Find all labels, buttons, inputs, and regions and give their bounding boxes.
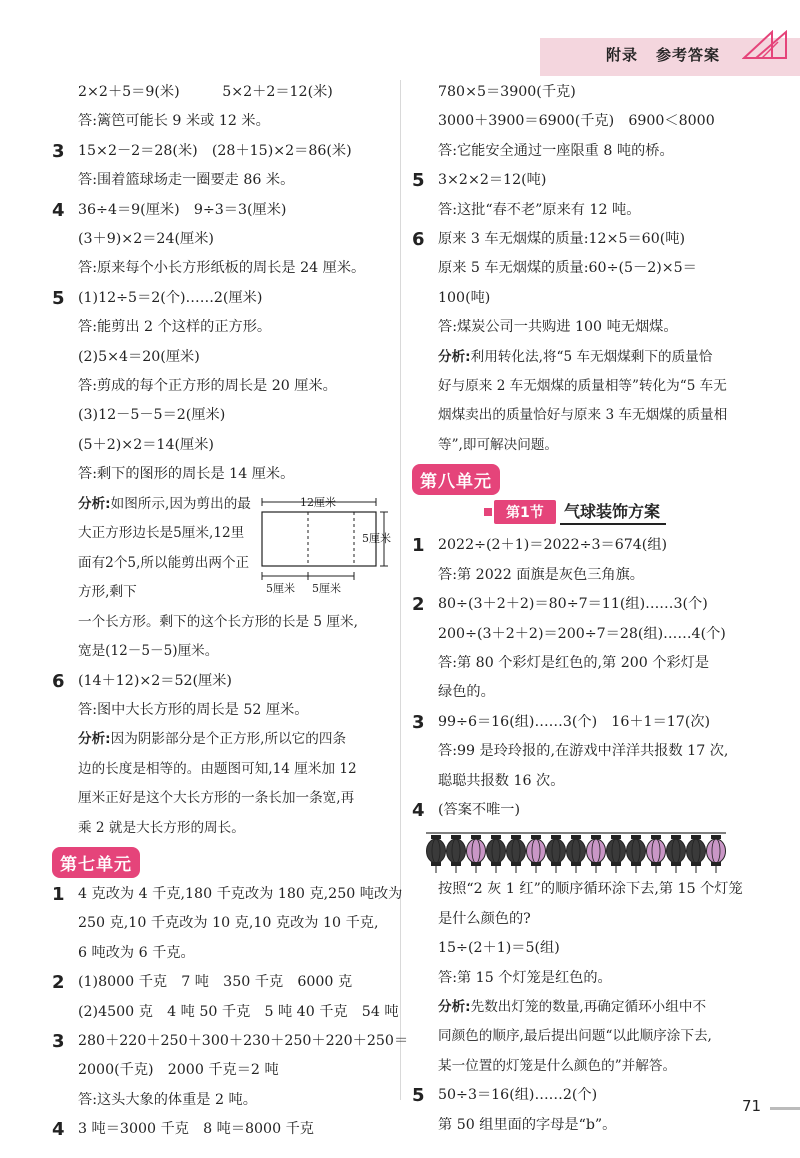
answer-text: 80÷(3＋2＋2)＝80÷7＝11(组)……3(个) [438,596,708,613]
section-tag: 第1节 [494,500,556,524]
answer-line [412,1081,752,1110]
answer-text: (1)8000 千克 7 吨 350 千克 6000 克 [78,974,353,991]
answer-line [412,225,752,254]
lantern-gray [607,835,626,873]
answer-text: 答:剩下的图形的周长是 14 厘米。 [78,466,295,483]
analysis-figure-block [52,490,390,608]
analysis-line: 乘 2 就是大长方形的周长。 [78,819,245,836]
unit-8-banner: 第八单元 [412,464,500,495]
question-number: 3 [52,1030,65,1052]
answer-text: 3×2×2＝12(吨) [438,172,547,189]
lantern-red [467,835,486,873]
answer-text: 15×2－2＝28(米) (28＋15)×2＝86(米) [78,142,352,159]
answer-line [412,934,752,963]
answer-line [52,225,390,254]
answer-line [412,905,752,934]
answer-text: 3 吨＝3000 千克 8 吨＝8000 千克 [78,1121,314,1138]
answer-text: 4 克改为 4 千克,180 千克改为 180 克,250 吨改为 [78,885,403,902]
answer-text: 答:能剪出 2 个这样的正方形。 [78,319,272,336]
analysis-label: 分析: [78,495,111,512]
lantern-red [647,835,666,873]
answer-text: 答:围着篮球场走一圈要走 86 米。 [78,172,295,189]
analysis-line: 等”,即可解决问题。 [438,436,559,453]
page-number: 71 [742,1097,762,1115]
figure-label-right: 5厘米 [362,531,391,545]
answer-text: (2)5×4＝20(厘米) [78,348,200,365]
answer-line [412,649,752,678]
answer-line [412,137,752,166]
answer-text: (2)4500 克 4 吨 50 千克 5 吨 40 千克 54 吨 [78,1003,399,1020]
answer-text: 15÷(2＋1)＝5(组) [438,940,560,957]
answer-line [52,667,390,696]
answer-line [412,620,752,649]
right-answers-top [412,78,752,343]
answer-line [412,531,752,560]
lantern-red [707,835,726,873]
question-number: 4 [52,199,65,221]
analysis-line: 好与原来 2 车无烟煤的质量相等”转化为“5 车无 [438,378,727,395]
answer-line [412,78,752,107]
question-number: 4 [52,1119,65,1141]
answer-line [52,254,390,283]
answer-text: 200÷(3＋2＋2)＝200÷7＝28(组)……4(个) [438,625,726,642]
header-label [606,44,720,65]
question-number: 6 [52,670,65,692]
answer-line [52,939,390,968]
answer-text: 答:图中大长方形的周长是 52 厘米。 [78,701,309,718]
answer-line [52,107,390,136]
answer-line [412,561,752,590]
lantern-red [527,835,546,873]
answer-line [412,875,752,904]
figure-continuation-1: 一个长方形。剩下的这个长方形的长是 5 厘米, [78,613,358,630]
answer-text: 答:它能安全通过一座限重 8 吨的桥。 [438,142,674,159]
answer-line [52,166,390,195]
answer-text: 第 50 组里面的字母是“b”。 [438,1116,617,1133]
figure-label-top: 12厘米 [300,495,336,509]
question-number: 3 [52,140,65,162]
answer-text: 答:这头大象的体重是 2 吨。 [78,1091,257,1108]
answer-line [52,909,390,938]
unit-7-banner: 第七单元 [52,847,140,878]
analysis-line: 同颜色的顺序,最后提出问题“以此顺序涂下去, [438,1028,712,1045]
appendix-label: 附录 [606,46,639,64]
analysis-line: 利用转化法,将“5 车无烟煤剩下的质量恰 [470,348,713,365]
lantern-gray [427,835,446,873]
answer-text: 6 吨改为 6 千克。 [78,944,195,961]
answer-text: (3＋9)×2＝24(厘米) [78,231,214,248]
analysis-block-lantern [412,993,752,1081]
section-header [412,497,752,531]
answer-line [412,254,752,283]
answer-title: 参考答案 [656,46,721,64]
lantern-gray [687,835,706,873]
answer-text: 50÷3＝16(组)……2(个) [438,1087,598,1104]
answer-text: 2×2＋5＝9(米) 5×2＋2＝12(米) [78,84,333,100]
question-number: 5 [412,1085,425,1107]
answer-text: 答:剪成的每个正方形的周长是 20 厘米。 [78,378,337,395]
answer-line [412,737,752,766]
answer-line [412,767,752,796]
page-number-rule [770,1107,800,1110]
answer-text: 是什么颜色的? [438,910,531,927]
answer-line [412,708,752,737]
answer-text: 答:原来每个小长方形纸板的周长是 24 厘米。 [78,260,366,277]
answer-line [52,401,390,430]
right-column [412,78,752,1140]
answer-line [52,460,390,489]
lantern-gray [487,835,506,873]
answer-line [412,1111,752,1140]
figure-label-bottom-2: 5厘米 [312,581,341,595]
answer-text: 2000(千克) 2000 千克＝2 吨 [78,1062,279,1079]
answer-line [412,590,752,619]
answer-line [52,137,390,166]
unit-8-answers-b [412,875,752,993]
answer-text: 答:第 2022 面旗是灰色三角旗。 [438,566,644,583]
answer-text: 聪聪共报数 16 次。 [438,772,565,789]
answer-line [52,196,390,225]
lantern-row [426,829,726,875]
answer-text: (1)12÷5＝2(个)……2(厘米) [78,289,263,306]
answer-text: 280＋220＋250＋300＋230＋250＋220＋250＝ [78,1032,409,1049]
answer-line [52,998,399,1027]
answer-text: 绿色的。 [438,684,495,701]
answer-line [52,372,390,401]
question-number: 1 [52,883,65,905]
answer-text: 按照“2 灰 1 红”的顺序循环涂下去,第 15 个灯笼 [438,881,743,898]
figure-continuation-2: 宽是(12－5－5)厘米。 [78,643,219,660]
analysis-line: 某一位置的灯笼是什么颜色的”并解答。 [438,1057,677,1074]
analysis-line: 厘米正好是这个大长方形的一条长加一条宽,再 [78,790,355,807]
answer-line [52,1086,390,1115]
left-answers-top [52,78,390,490]
lantern-gray [627,835,646,873]
answer-text: 原来 3 车无烟煤的质量:12×5＝60(吨) [438,231,685,248]
answer-text: (14＋12)×2＝52(厘米) [78,672,232,689]
answer-text: (3)12－5－5＝2(厘米) [78,407,226,424]
answer-line [412,196,752,225]
lantern-red [587,835,606,873]
answer-line [52,696,390,725]
lantern-gray [567,835,586,873]
left-column [52,78,409,1145]
analysis-block-right [412,343,752,461]
question-number: 6 [412,229,425,251]
answer-text: 250 克,10 千克改为 10 克,10 克改为 10 千克, [78,915,379,932]
answer-line [52,1115,390,1144]
analysis-line: 边的长度是相等的。由题图可知,14 厘米加 12 [78,760,357,777]
analysis-label: 分析: [438,998,471,1015]
answer-text: 答:第 15 个灯笼是红色的。 [438,969,612,986]
column-divider [400,80,401,1100]
question-number: 2 [412,594,425,616]
answer-text: (答案不唯一) [438,801,521,818]
section-title: 气球装饰方案 [560,499,666,525]
answer-line [412,107,752,136]
answer-text: 答:篱笆可能长 9 米或 12 米。 [78,113,270,130]
answer-line [52,1027,409,1056]
analysis-line: 因为阴影部分是个正方形,所以它的四条 [110,731,347,748]
figure-analysis-body: 如图所示,因为剪出的最大正方形边长是5厘米,12里面有2个5,所以能剪出两个正方形,剩下 [78,495,251,600]
answer-line [52,284,390,313]
answer-text: 36÷4＝9(厘米) 9÷3＝3(厘米) [78,201,287,218]
question-number: 2 [52,972,65,994]
unit-7-answers [52,880,409,1145]
answer-line [52,313,390,342]
answer-line [412,678,752,707]
left-answers-mid [52,667,390,726]
lantern-gray [547,835,566,873]
lantern-gray [667,835,686,873]
analysis-label: 分析: [438,348,471,365]
answer-line [52,343,390,372]
answer-text: 答:这批“春不老”原来有 12 吨。 [438,201,641,218]
answer-line [412,166,752,195]
question-number: 5 [52,287,65,309]
lantern-gray [507,835,526,873]
answer-text: 答:99 是玲玲报的,在游戏中洋洋共报数 17 次, [438,743,729,760]
unit-8-answers-c [412,1081,752,1140]
analysis-block-6 [52,725,390,843]
analysis-line: 烟煤卖出的质量恰好与原来 3 车无烟煤的质量相 [438,407,728,424]
answer-text: (5＋2)×2＝14(厘米) [78,436,214,453]
analysis-line: 先数出灯笼的数量,再确定循环小组中不 [470,998,707,1015]
answer-text: 100(吨) [438,289,491,306]
triangle-ruler-icon [742,30,792,60]
question-number: 4 [412,799,425,821]
answer-line [412,964,752,993]
question-number: 1 [412,535,425,557]
question-number: 3 [412,711,425,733]
lantern-gray [447,835,466,873]
section-deco [484,508,492,516]
figure-analysis-text [78,490,254,608]
answer-line [52,78,390,107]
answer-line [52,431,390,460]
answer-text: 答:煤炭公司一共购进 100 吨无烟煤。 [438,319,678,336]
answer-text: 99÷6＝16(组)……3(个) 16＋1＝17(次) [438,713,711,730]
answer-line [52,968,390,997]
answer-text: 答:第 80 个彩灯是红色的,第 200 个彩灯是 [438,654,710,671]
figure-label-bottom-1: 5厘米 [266,581,295,595]
analysis-label: 分析: [78,731,111,748]
answer-text: 780×5＝3900(千克) [438,84,576,100]
answer-line [412,313,752,342]
answer-line [412,796,752,825]
answer-text: 3000＋3900＝6900(千克) 6900＜8000 [438,113,715,130]
answer-line [52,1056,390,1085]
answer-text: 2022÷(2＋1)＝2022÷3＝674(组) [438,537,668,554]
answer-line [52,880,403,909]
answer-line [412,284,752,313]
question-number: 5 [412,170,425,192]
unit-8-answers [412,531,752,825]
rectangle-figure [258,494,398,606]
answer-text: 原来 5 车无烟煤的质量:60÷(5－2)×5＝ [438,260,697,277]
